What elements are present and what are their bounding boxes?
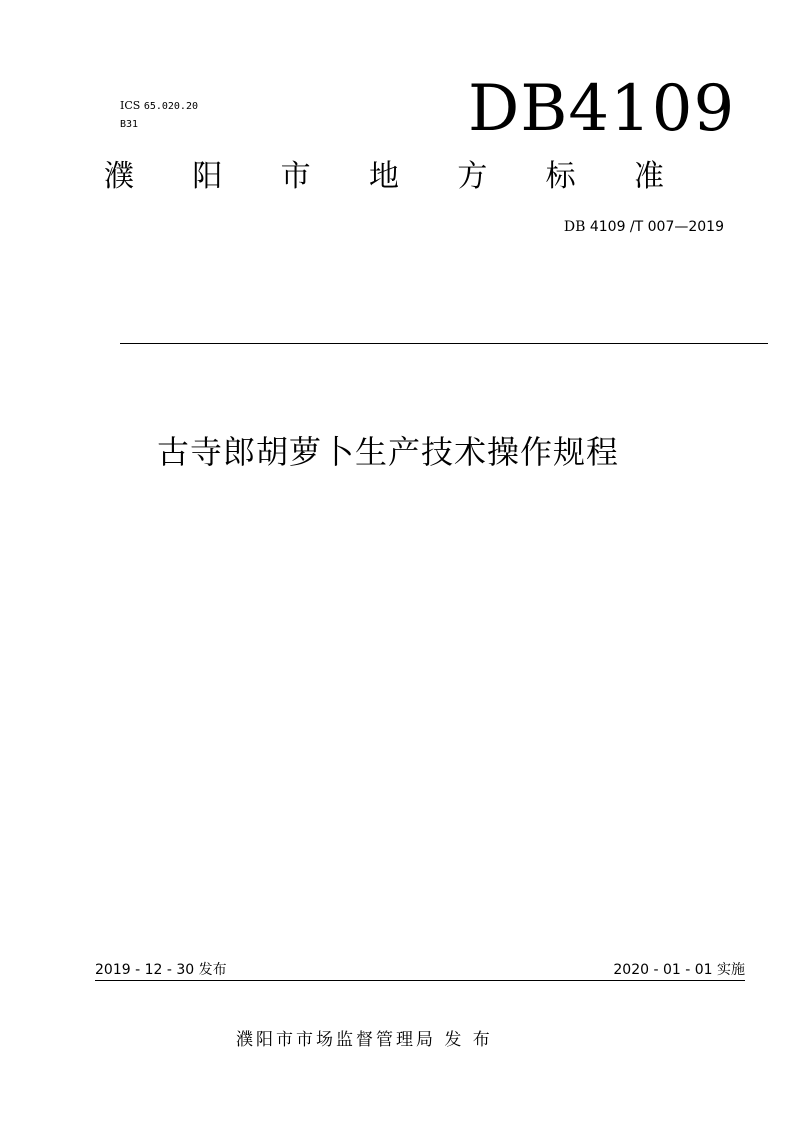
ics-prefix: ICS — [120, 99, 141, 112]
document-title: 古寺郎胡萝卜生产技术操作规程 — [157, 433, 620, 471]
standard-number-rest: 4109 /T 007—2019 — [585, 219, 724, 235]
standard-type-char: 地 — [368, 159, 399, 194]
issue-date: 2019 - 12 - 30 发布 — [95, 962, 227, 978]
standard-type-char: 阳 — [192, 159, 223, 194]
standard-type-char: 濮 — [104, 159, 134, 194]
ccs-classification: B31 — [120, 119, 139, 130]
implement-date: 2020 - 01 - 01 实施 — [613, 962, 745, 978]
date-row — [95, 958, 745, 981]
standard-number-prefix: DB — [563, 219, 586, 235]
standard-type-char: 市 — [280, 159, 311, 194]
standard-type-char: 方 — [457, 159, 488, 194]
standard-logo: DB4109 — [468, 72, 736, 146]
header-divider — [120, 343, 768, 344]
standard-type-char: 标 — [545, 159, 576, 194]
standard-type-heading — [104, 158, 664, 196]
ics-classification — [120, 99, 198, 114]
publisher: 濮阳市市场监督管理局 发 布 — [236, 1030, 493, 1050]
ics-code: 65.020.20 — [143, 101, 198, 112]
standard-type-char: 准 — [633, 159, 664, 194]
standard-number — [564, 218, 724, 236]
